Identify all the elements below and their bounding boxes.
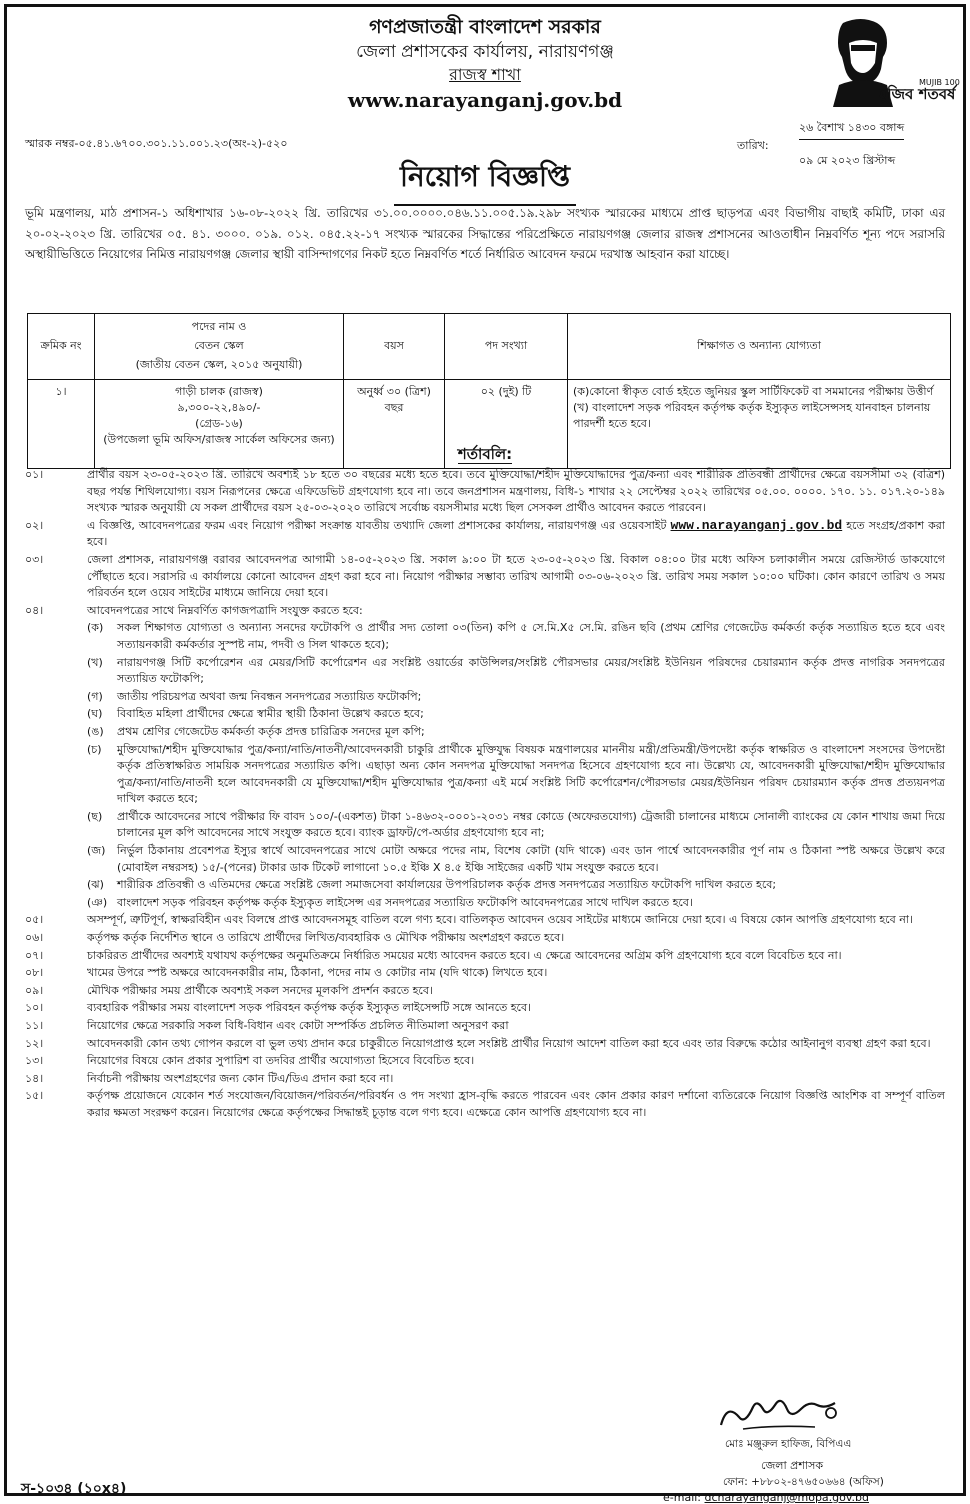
mujib-logo-text: মুজিব শতবর্ষ xyxy=(879,85,956,103)
term-subitem: (ঞ) বাংলাদেশ সড়ক পরিবহন কর্তৃপক্ষ কর্তৃক ইস্যুকৃত লাইসেন্স এর সনদপত্রের সত্যায়িত ফটোকপি আবেদনপত্রের সাথে দাখিল করতে হবে। xyxy=(87,895,693,909)
term-subitem: (ঝ) শারীরিক প্রতিবন্ধী ও এতিমদের ক্ষেত্রে সংশ্লিষ্ট জেলা সমাজসেবা কার্যালয়ের উপপরিচালক কর্তৃক প্রদত্ত সনদপত্রের সত্যায়িত ফটোকপি দাখিল করতে হবে; xyxy=(87,878,777,892)
cell-age: অনুর্ধ্ব ৩০ (ত্রিশ) বছর xyxy=(344,380,445,469)
term-item: ০৬। কর্তৃপক্ষ কর্তৃক নির্দেশিত স্থানে ও তারিখে প্রার্থীদের লিখিত/ব্যবহারিক ও মৌখিক পরীক্ষায় অংশগ্রহণ করতে হবে। xyxy=(25,931,565,945)
govt-name: গণপ্রজাতন্ত্রী বাংলাদেশ সরকার xyxy=(369,16,601,38)
term-subitem: (ছ) প্রার্থীকে আবেদনের সাথে পরীক্ষার ফি বাবদ ১০০/-(একশত) টাকা ১-৪৬৩২-০০০১-২০৩১ নম্বর কোডে (অফেরতযোগ্য) ট্রেজারী চালানের মাধ্যমে সোনালী ব্যাংকের যে কোন শাখায় জমা দিয়ে চালানের মূল কপি আবেদনের সাথে সংযুক্ত করতে হবে। ব্যাংক ড্রাফট/পে-অর্ডার গ্রহণযোগ্য হবে না; xyxy=(87,809,945,840)
term-item: ১৪। নির্বাচনী পরীক্ষায় অংশগ্রহণের জন্য কোন টিএ/ডিএ প্রদান করা হবে না। xyxy=(25,1071,394,1085)
memo-number: স্মারক নম্বর-০৫.৪১.৬৭০০.৩০১.১১.০০১.২৩(অং-২)-৫২০ xyxy=(25,137,288,150)
ad-code: স-১০৩৪ (১০x৪) xyxy=(21,1481,127,1497)
term-subitem: (গ) জাতীয় পরিচয়পত্র অথবা জন্ম নিবন্ধন সনদপত্রের সত্যায়িত ফটোকপি; xyxy=(87,689,422,703)
term-item: ০৩। জেলা প্রশাসক, নারায়ণগঞ্জ বরাবর আবেদনপত্র আগামী ১৪-০৫-২০২৩ খ্রি. সকাল ৯:০০ টা হতে ২৩-০৫-২০২৩ খ্রি. বিকাল ০৪:০০ টার মধ্যে অফিস চলাকালীন সময়ে রেজিস্টার্ড ডাকযোগে পৌঁছাতে হবে। সরাসরি এ কার্যালয়ে কোনো আবেদন গ্রহণ করা হবে না। নিয়োগ পরীক্ষার সম্ভাব্য তারিখ আগামী ০৩-০৬-২০২৩ খ্রি. তারিখ সময় সকাল ১০:০০ ঘটিকা। কোন কারণে তারিখ ও সময় পরিবর্তন হলে ওয়েব সাইটের মাধ্যমে জানিয়ে দেয়া হবে। xyxy=(25,552,945,600)
office-phone: ফোন: +৮৮০২-৪৭৬৫০৬৬৪ (অফিস) xyxy=(723,1476,884,1488)
website-heading: www.narayanganj.gov.bd xyxy=(347,88,623,112)
term-item: ০২। এ বিজ্ঞপ্তি, আবেদনপত্রের ফরম এবং নিয়োগ পরীক্ষা সংক্রান্ত যাবতীয় তথ্যাদি জেলা প্রশাসকের কার্যালয়, নারায়ণগঞ্জ এর ওয়েবসাইট www.narayanganj.gov.bd হতে সংগ্রহ/প্রকাশ করা হবে। xyxy=(25,517,946,549)
cell-post: গাড়ী চালক (রাজস্ব) ৯,৩০০-২২,৪৯০/- (গ্রেড-১৬) (উপজেলা ভূমি অফিস/রাজস্ব সার্কেল অফিসের জন্য) xyxy=(95,380,344,469)
term-item: ১৩। নিয়োগের বিষয়ে কোন প্রকার সুপারিশ বা তদবির প্রার্থীর অযোগ্যতা হিসেবে বিবেচিত হবে। xyxy=(25,1054,475,1068)
term-item: ০৫। অসম্পূর্ণ, ত্রুটিপূর্ণ, স্বাক্ষরবিহীন এবং বিলম্বে প্রাপ্ত আবেদনসমূহ বাতিল বলে গণ্য হবে। বাতিলকৃত আবেদন ওয়েব সাইটের মাধ্যমে জানিয়ে দেয়া হবে। এ বিষয়ে কোন আপত্তি গ্রহণযোগ্য হবে না। xyxy=(25,913,913,927)
term-subitem: (ক) সকল শিক্ষাগত যোগ্যতা ও অন্যান্য সনদের ফটোকপি ও প্রার্থীর সদ্য তোলা ০৩(তিন) কপি ৫ সে.মি.X৫ সে.মি. রঙিন ছবি (প্রথম শ্রেণির গেজেটেড কর্মকর্তা কর্তৃক সত্যায়িত হতে হবে এবং সত্যায়নকারী কর্মকর্তার সুস্পষ্ট নাম, পদবী ও সিল থাকতে হবে); xyxy=(87,621,945,651)
col-serial: ক্রমিক নং xyxy=(28,314,95,380)
notice-page xyxy=(4,4,966,1504)
term-item: ১২। আবেদনকারী কোন তথ্য গোপন করলে বা ভুল তথ্য প্রদান করে চাকুরীতে নিয়োগপ্রাপ্ত হলে সংশ্লিষ্ট প্রার্থীর নিয়োগ আদেশ বাতিল করা হবে এবং তার বিরুদ্ধে কঠোর আইনানুগ ব্যবস্থা গ্রহণ করা হবে। xyxy=(25,1036,931,1050)
col-count: পদ সংখ্যা xyxy=(445,314,568,380)
term-subitem: (চ) মুক্তিযোদ্ধা/শহীদ মুক্তিযোদ্ধার পুত্র/কন্যা/নাতি/নাতনী/আবেদনকারী চাকুরি প্রার্থীকে মুক্তিযুদ্ধ বিষয়ক মন্ত্রণালয়ের মাননীয় মন্ত্রী/প্রতিমন্ত্রী/উপদেষ্টা কর্তৃক স্বাক্ষরিত ও বাংলাদেশ সংসদের উপদেষ্টা কর্তৃক প্রতিস্বাক্ষরিত সাময়িক সনদপত্রের সত্যায়িত কপি। এছাড়া অন্য কোন সনদপত্র মুক্তিযোদ্ধা সনদপত্র হিসেবে গ্রহণযোগ্য হবে না। উল্লেখ্য যে, আবেদনকারী মুক্তিযোদ্ধা/শহীদ মুক্তিযোদ্ধার পুত্র/কন্যা/নাতি/নাতনী হলে আবেদনকারী যে মুক্তিযোদ্ধা/শহীদ মুক্তিযোদ্ধার পুত্র/কন্যা এই মর্মে সংশ্লিষ্ট সিটি কর্পোরেশন/পৌরসভার মেয়র/ইউনিয়ন পরিষদ চেয়ারম্যান কর্তৃক প্রদত্ত প্রত্যয়নপত্র দাখিল করতে হবে; xyxy=(87,742,945,806)
date-label: তারিখ: xyxy=(737,139,769,152)
signatory-designation: জেলা প্রশাসক xyxy=(761,1459,824,1472)
mujib-100-logo xyxy=(803,13,960,111)
term-item: ০৭। চাকরিরত প্রার্থীদের অবশ্যই যথাযথ কর্তৃপক্ষের অনুমতিক্রমে নির্ধারিত সময়ের মধ্যে আবেদন করতে হবে। এ ক্ষেত্রে আবেদনের অগ্রিম কপি গ্রহণযোগ্য হবে বলে বিবেচিত হবে না। xyxy=(25,948,842,962)
term-item: ০৯। মৌখিক পরীক্ষার সময় প্রার্থীকে অবশ্যই সকল সনদের মূলকপি প্রদর্শন করতে হবে। xyxy=(25,983,433,997)
col-qualification: শিক্ষাগত ও অন্যান্য যোগ্যতা xyxy=(568,314,951,380)
term-subitem: (ঙ) প্রথম শ্রেণির গেজেটেড কর্মকর্তা কর্তৃক প্রদত্ত চারিত্রিক সনদের মূল কপি; xyxy=(87,724,425,738)
date-english: ০৯ মে ২০২৩ খ্রিস্টাব্দ xyxy=(799,154,896,167)
signatory-name: মোঃ মঞ্জুরুল হাফিজ, বিপিএএ xyxy=(725,1438,852,1450)
term-subitem: (জ) নির্ভুল ঠিকানায় প্রবেশপত্র ইস্যুর স্বার্থে আবেদনপত্রের সাথে মোটা অক্ষরে পদের নাম, বিশেষ কোটা (যদি থাকে) এবং ডান পার্শ্বে আবেদনকারীর পূর্ণ নাম ও ঠিকানা স্পষ্ট অক্ষরে উল্লেখ করে (মোবাইল নম্বরসহ) ১৫/-(পনের) টাকার ডাক টিকেট লাগানো ১০.৫ ইঞ্চি X ৪.৫ ইঞ্চি সাইজের একটি খাম সংযুক্ত করতে হবে। xyxy=(87,844,945,874)
date-bangla: ২৬ বৈশাখ ১৪৩০ বঙ্গাব্দ xyxy=(799,119,904,140)
cell-qualification: (ক)কোনো স্বীকৃত বোর্ড হইতে জুনিয়র স্কুল সার্টিফিকেট বা সমমানের পরীক্ষায় উত্তীর্ণ (খ) বাংলাদেশ সড়ক পরিবহন কর্তৃপক্ষ কর্তৃক ইস্যুকৃত লাইসেন্সসহ যানবাহন চালনায় পারদর্শী হতে হবে। xyxy=(568,380,951,469)
cell-count: ০২ (দুই) টি xyxy=(445,380,568,469)
office-email: e-mail: dcnarayanganj@mopa.gov.bd xyxy=(663,1491,869,1504)
col-post: পদের নাম ও বেতন স্কেল (জাতীয় বেতন স্কেল, ২০১৫ অনুযায়ী) xyxy=(95,314,344,380)
col-age: বয়স xyxy=(344,314,445,380)
term-item: ০৮। খামের উপরে স্পষ্ট অক্ষরে আবেদনকারীর নাম, ঠিকানা, পদের নাম ও কোটার নাম (যদি থাকে) লিখতে হবে। xyxy=(25,966,548,980)
term-item: ১১। নিয়োগের ক্ষেত্রে সরকারি সকল বিধি-বিধান এবং কোটা সম্পর্কিত প্রচলিত নীতিমালা অনুসরণ করা xyxy=(25,1019,509,1032)
intro-paragraph: ভূমি মন্ত্রণালয়, মাঠ প্রশাসন-১ অধিশাখার ১৬-০৮-২০২২ খ্রি. তারিখের ৩১.০০.০০০০.০৪৬.১১.০০৫.১৯.২৯৮ সংখ্যক স্মারকের মাধ্যমে প্রাপ্ত ছাড়পত্র এবং বিভাগীয় বাছাই কমিটি, ঢাকা এর ২০-০২-২০২৩ খ্রি. তারিখের ০৫. ৪১. ৩০০০. ০১৯. ০১২. ০৪৫.২২-১৭ সংখ্যক স্মারকের সিদ্ধান্তের পরিপ্রেক্ষিতে নারায়ণগঞ্জ জেলার রাজস্ব প্রশাসনের আওতাধীন নিম্নবর্ণিত শূন্য পদে সরাসরি অস্থায়ীভিত্তিতে নিয়োগের নিমিত্ত নারায়ণগঞ্জ জেলার স্থায়ী বাসিন্দাগণের নিকট হতে নিম্নবর্ণিত শর্তে নির্ধারিত আবেদন ফরমে দরখাস্ত আহবান করা যাচ্ছে। xyxy=(25,206,945,261)
term-item: ০৪। আবেদনপত্রের সাথে নিম্নবর্ণিত কাগজপত্রাদি সংযুক্ত করতে হবে: xyxy=(25,603,363,617)
office-name: জেলা প্রশাসকের কার্যালয়, নারায়ণগঞ্জ xyxy=(356,42,614,62)
website-link[interactable]: www.narayanganj.gov.bd xyxy=(670,517,843,533)
term-item: ১০। ব্যবহারিক পরীক্ষার সময় বাংলাদেশ সড়ক পরিবহন কর্তৃপক্ষ কর্তৃক ইস্যুকৃত লাইসেন্সটি সঙ্গে আনতে হবে। xyxy=(25,1001,532,1015)
cell-serial: ১। xyxy=(28,380,95,469)
terms-list xyxy=(25,467,945,1123)
table-header-row xyxy=(28,314,951,380)
term-subitem: (খ) নারায়ণগঞ্জ সিটি কর্পোরেশন এর মেয়র/সিটি কর্পোরেশন এর সংশ্লিষ্ট ওয়ার্ডের কাউন্সিলর/সংশ্লিষ্ট পৌরসভার মেয়র/সংশ্লিষ্ট ইউনিয়ন পরিষদের চেয়ারম্যান কর্তৃক প্রদত্ত নাগরিক সনদপত্রের সত্যায়িত ফটোকপি; xyxy=(87,655,945,686)
term-item: ০১। প্রার্থীর বয়স ২৩-০৫-২০২৩ খ্রি. তারিখে অবশ্যই ১৮ হতে ৩০ বছরের মধ্যে হতে হবে। তবে মুক্তিযোদ্ধা/শহীদ মুক্তিযোদ্ধাদের পুত্র/কন্যা এবং শারীরিক প্রতিবন্ধী প্রার্থীদের ক্ষেত্রে বয়সসীমা ৩২ (বত্রিশ) বছর পর্যন্ত শিথিলযোগ্য। বয়স নিরূপনের ক্ষেত্রে এফিডেভিট গ্রহণযোগ্য হবে না। তবে জনপ্রশাসন মন্ত্রণালয়, বিধি-১ শাখার ২২ সেপ্টেম্বর ২০২২ তারিখের ০৫.০০. ০০০০. ১৭০. ১১. ০১৭.২০-১৪৯ সংখ্যক স্মারক অনুযায়ী যে সকল প্রার্থীদের বয়স ২৫-০৩-২০২০ তারিখে সর্বোচ্চ বয়সসীমার মধ্যে ছিল সেসকল প্রার্থীও আবেদন করতে পারবেন। xyxy=(25,468,945,515)
notice-title: নিয়োগ বিজ্ঞপ্তি xyxy=(394,155,576,206)
term-item: ১৫। কর্তৃপক্ষ প্রয়োজনে যেকোন শর্ত সংযোজন/বিয়োজন/পরিবর্তন/পরিবর্ধন ও পদ সংখ্যা হ্রাস-বৃদ্ধি করতে পারবেন এবং কোন প্রকার কারণ দর্শানো ব্যতিরেকে নিয়োগ বিজ্ঞপ্তি আংশিক বা সম্পূর্ণ বাতিল করার ক্ষমতা সংরক্ষণ করেন। নিয়োগের ক্ষেত্রে কর্তৃপক্ষের সিদ্ধান্তই চূড়ান্ত বলে গণ্য হবে। এক্ষেত্রে কোন আপত্তি গ্রহণযোগ্য হবে না। xyxy=(25,1089,945,1119)
mujib-logo-mark: MUJIB 100 xyxy=(919,78,960,87)
terms-heading: শর্তাবলি: xyxy=(457,445,513,463)
email-link[interactable]: dcnarayanganj@mopa.gov.bd xyxy=(704,1491,869,1504)
signature-mark xyxy=(713,1395,863,1437)
branch-name: রাজস্ব শাখা xyxy=(449,65,521,84)
term-subitem: (ঘ) বিবাহিত মহিলা প্রার্থীদের ক্ষেত্রে স্বামীর স্থায়ী ঠিকানা উল্লেখ করতে হবে; xyxy=(87,707,424,721)
